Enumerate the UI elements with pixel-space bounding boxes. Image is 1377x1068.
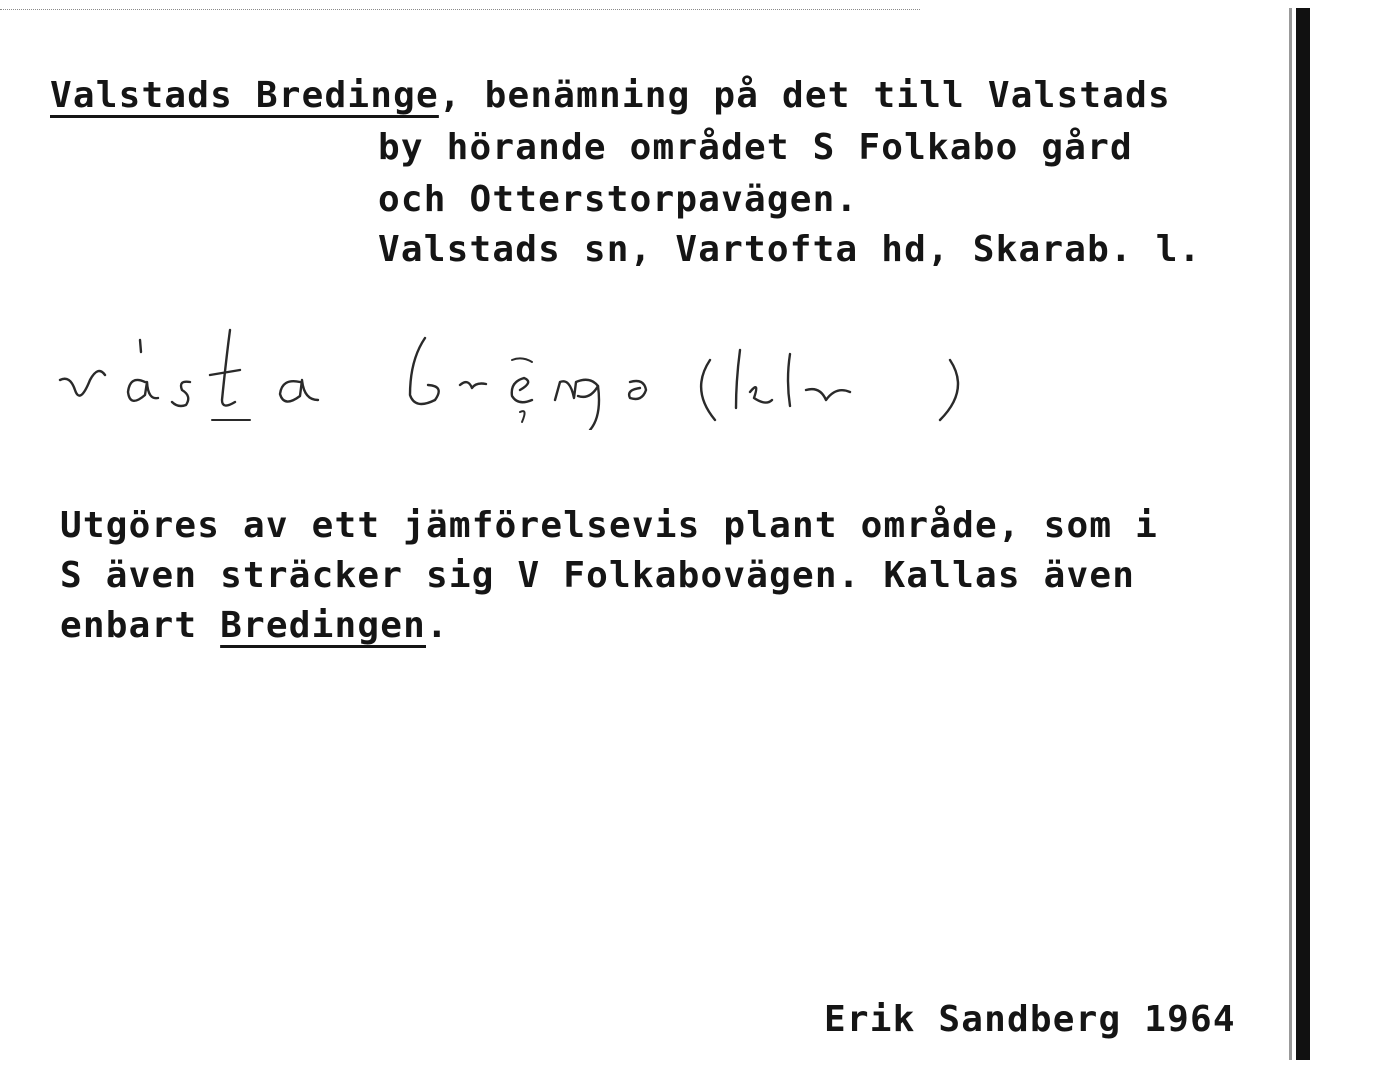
entry-first-line: [50, 70, 1171, 122]
description-line-3: [60, 600, 449, 652]
description-line-1: Utgöres av ett jämförelsevis plant område, som i: [60, 505, 1158, 546]
card-top-edge: [0, 9, 920, 10]
location-line: Valstads sn, Vartofta hd, Skarab. l.: [378, 229, 1202, 270]
card-right-edge-shadow: [1289, 8, 1292, 1060]
description-line-3-prefix: enbart: [60, 605, 221, 646]
definition-line-3: och Otterstorpavägen.: [378, 179, 859, 220]
handwritten-pronunciation: [50, 320, 970, 430]
description-line-2: S även sträcker sig V Folkabovägen. Kallas även: [60, 555, 1136, 596]
card-right-edge: [1296, 8, 1310, 1060]
description-line-3-suffix: .: [426, 605, 449, 646]
headword-definition-start: , benämning på det till Valstads: [438, 75, 1171, 116]
signature-line: Erik Sandberg 1964: [824, 999, 1236, 1040]
headword: Valstads Bredinge: [50, 75, 439, 116]
alternate-name: Bredingen: [220, 605, 426, 646]
definition-line-2: by hörande området S Folkabo gård: [378, 127, 1133, 168]
